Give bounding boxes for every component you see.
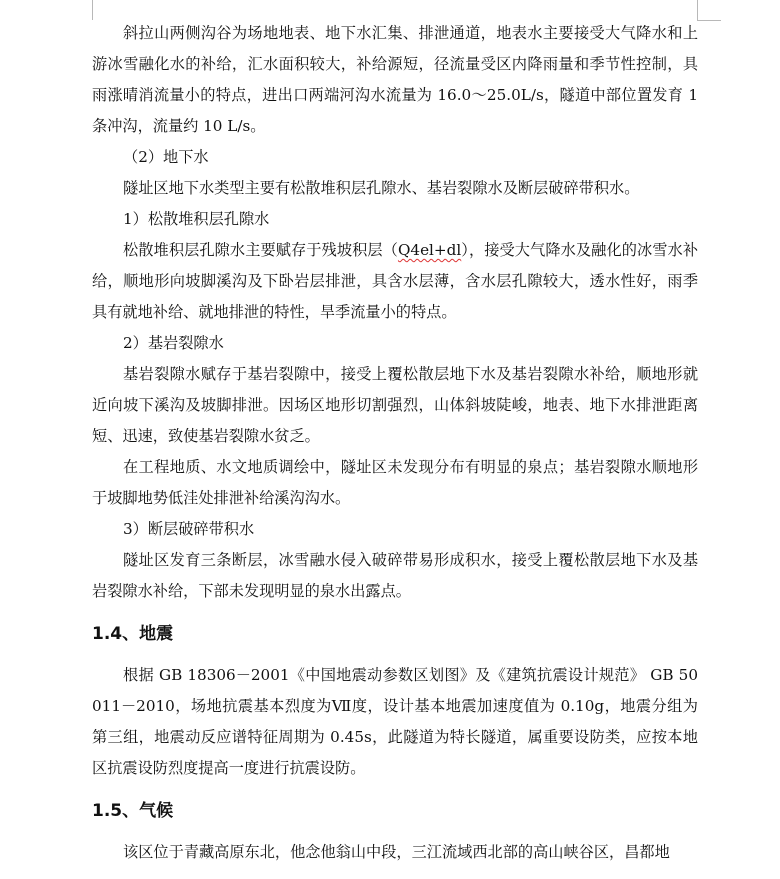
crop-mark-top-right-horizontal — [697, 20, 721, 21]
subheading-fault-zone-water: 3）断层破碎带积水 — [123, 520, 255, 538]
paragraph-fault-zone-water: 隧址区发育三条断层，冰雪融水侵入破碎带易形成积水，接受上覆松散层地下水及基岩裂隙水补给，下部未发现明显的泉水出露点。 — [92, 551, 698, 600]
paragraph-groundwater-types: 隧址区地下水类型主要有松散堆积层孔隙水、基岩裂隙水及断层破碎带积水。 — [123, 179, 640, 197]
paragraph-loose-b: ），接受大气降水及融化的冰雪水补给，顺地形向坡脚溪沟及下卧岩层排泄，具含水层薄，含水层孔隙较大，透水性好，雨季具有就地补给、就地排泄的特性，旱季流量小的特点。 — [92, 241, 699, 321]
subheading-bedrock-fissure-water: 2）基岩裂隙水 — [123, 334, 224, 352]
subheading-groundwater: （2）地下水 — [123, 148, 209, 166]
paragraph-loose-a: 松散堆积层孔隙水主要赋存于残坡积层（ — [123, 241, 398, 259]
crop-mark-top-left — [92, 0, 93, 20]
crop-mark-top-right — [697, 0, 698, 20]
section-heading-climate: 1.5、气候 — [92, 801, 174, 821]
paragraph-climate: 该区位于青藏高原东北，他念他翁山中段，三江流域西北部的高山峡谷区，昌都地 — [123, 843, 670, 861]
paragraph-earthquake: 根据 GB 18306－2001《中国地震动参数区划图》及《建筑抗震设计规范》 GB 50011－2010，场地抗震基本烈度为Ⅶ度，设计基本地震加速度值为 0.10g，地震分组为第三组，地震动反应谱特征周期为 0.45s，此隧道为特长隧道，属重要设防类，应按本地区抗震设防烈度提高一度进行抗震设防。 — [92, 666, 698, 777]
paragraph-survey-findings: 在工程地质、水文地质调绘中，隧址区未发现分布有明显的泉点；基岩裂隙水顺地形于坡脚地势低洼处排泄补给溪沟沟水。 — [92, 458, 698, 507]
subheading-loose-pore-water: 1）松散堆积层孔隙水 — [123, 210, 270, 228]
paragraph-surface-water: 斜拉山两侧沟谷为场地地表、地下水汇集、排泄通道，地表水主要接受大气降水和上游冰雪融化水的补给，汇水面积较大，补给源短，径流量受区内降雨量和季节性控制，具雨涨晴消流量小的特点，进出口两端河沟水流量为 16.0～25.0L/s，隧道中部位置发育 1 条冲沟，流量约 10 L/s。 — [92, 24, 698, 135]
paragraph-bedrock-fissure-water: 基岩裂隙水赋存于基岩裂隙中，接受上覆松散层地下水及基岩裂隙水补给，顺地形就近向坡下溪沟及坡脚排泄。因场区地形切割强烈，山体斜坡陡峻，地表、地下水排泄距离短、迅速，致使基岩裂隙水贫乏。 — [92, 365, 698, 445]
document-body — [92, 18, 698, 868]
stratum-code: Q4el+dl — [397, 241, 462, 259]
paragraph-loose-pore-water — [92, 235, 698, 328]
section-heading-earthquake: 1.4、地震 — [92, 624, 174, 644]
